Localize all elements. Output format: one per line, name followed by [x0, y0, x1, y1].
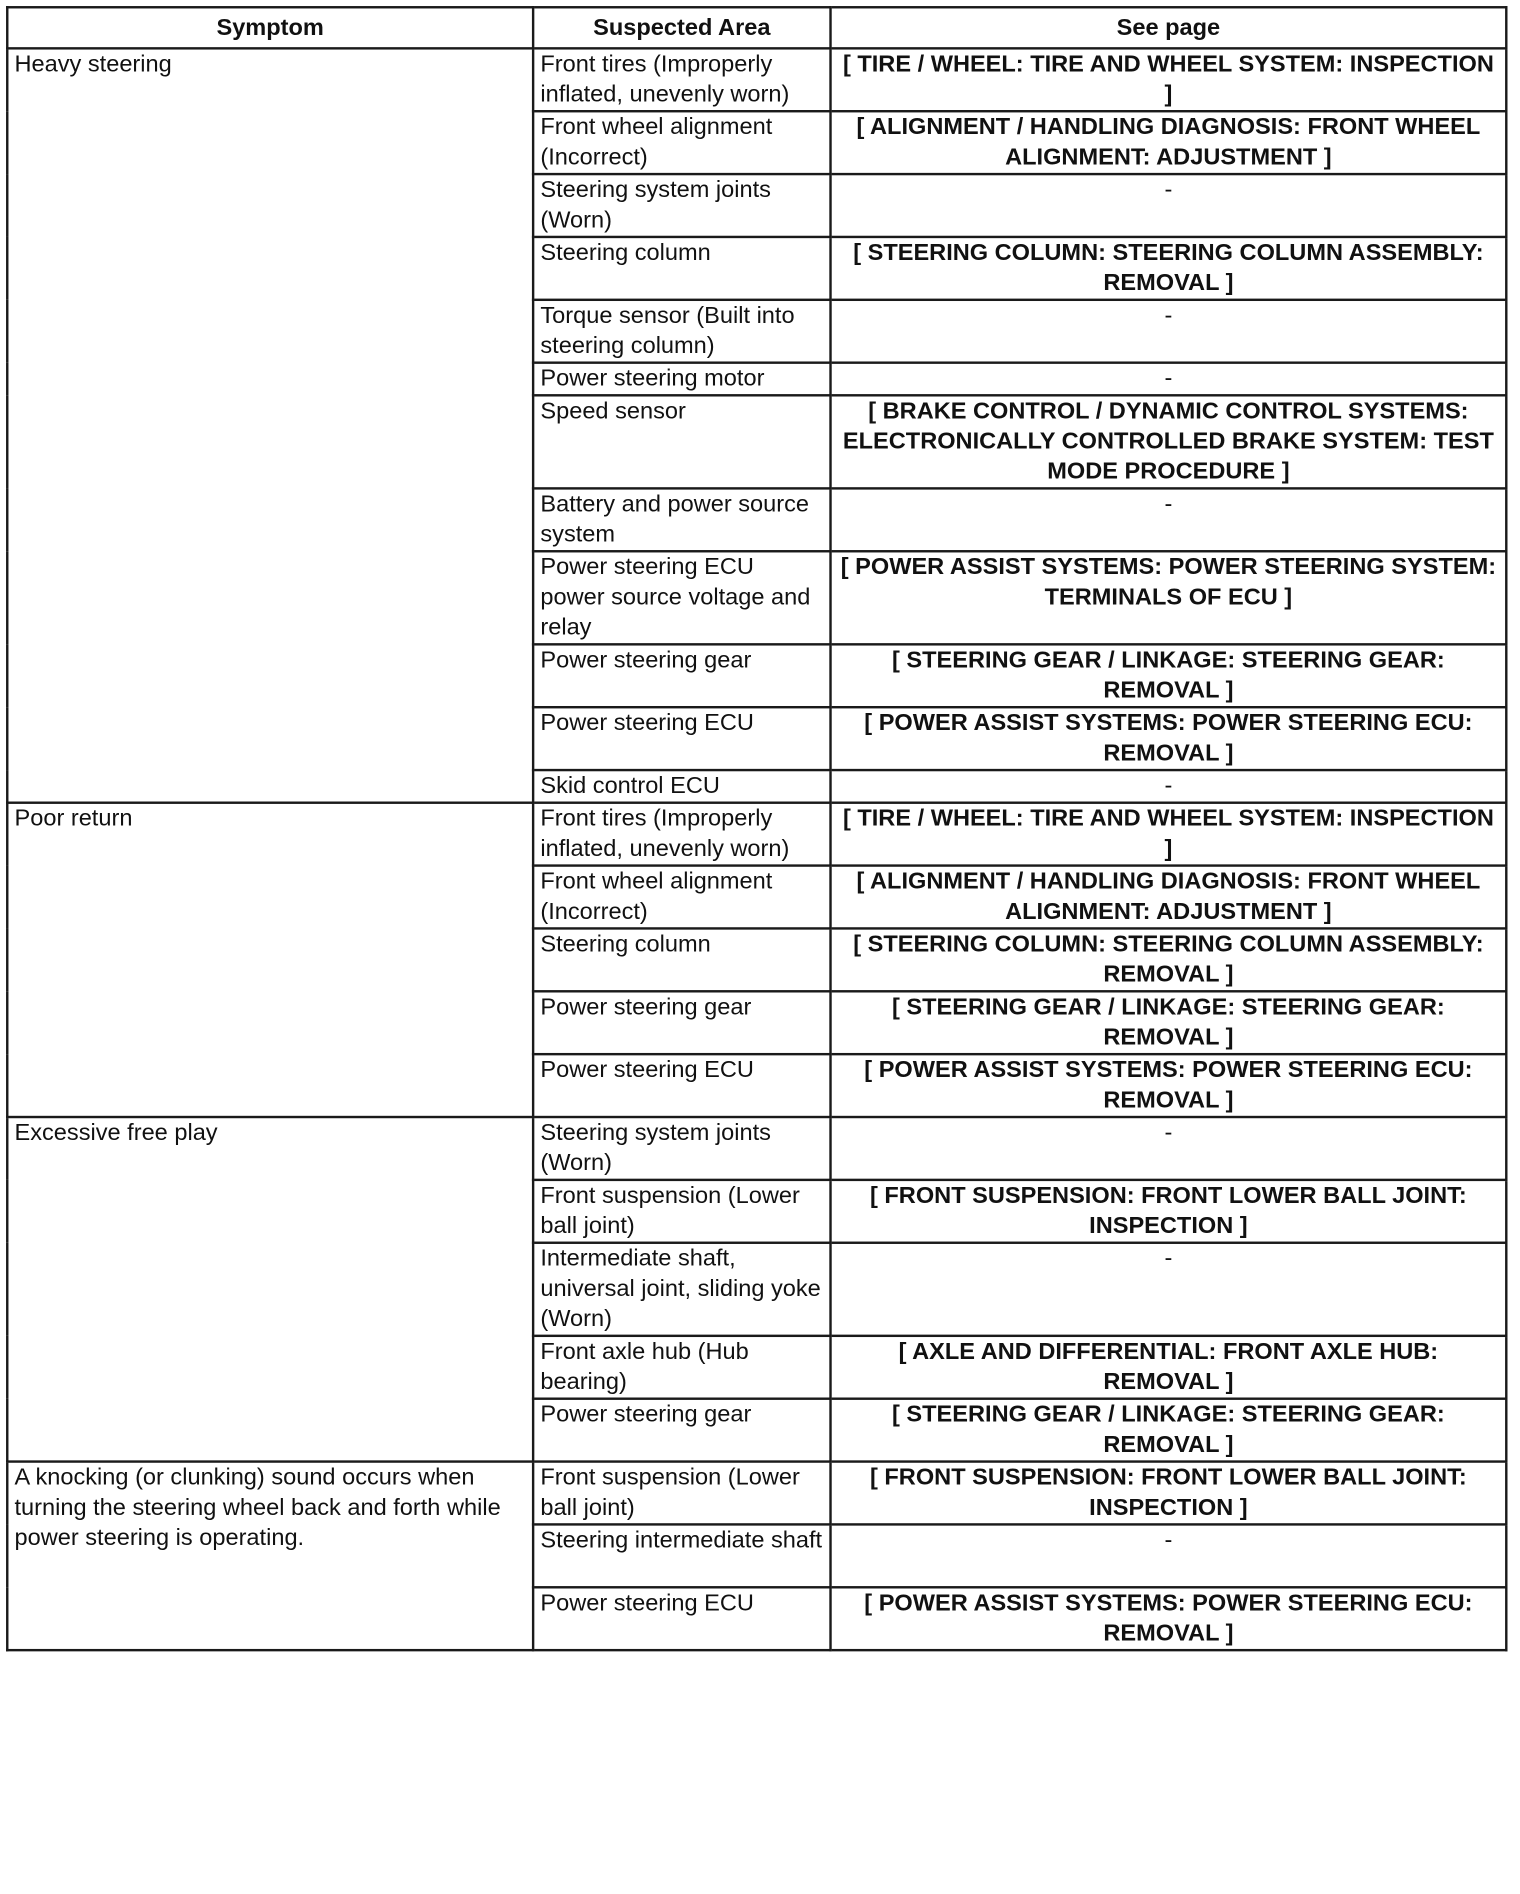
- suspected-area-cell: Power steering ECU: [533, 1587, 830, 1650]
- see-page-cell: [ TIRE / WHEEL: TIRE AND WHEEL SYSTEM: INSPECTION ]: [831, 48, 1507, 111]
- see-page-cell: -: [831, 1524, 1507, 1587]
- symptom-cell: Heavy steering: [7, 48, 533, 802]
- suspected-area-cell: Steering column: [533, 928, 830, 991]
- see-page-cell: [ STEERING COLUMN: STEERING COLUMN ASSEMBLY: REMOVAL ]: [831, 928, 1507, 991]
- see-page-cell: [ FRONT SUSPENSION: FRONT LOWER BALL JOINT: INSPECTION ]: [831, 1462, 1507, 1525]
- diagnosis-table: [6, 6, 1507, 1651]
- suspected-area-cell: Power steering motor: [533, 363, 830, 396]
- suspected-area-cell: Steering system joints (Worn): [533, 174, 830, 237]
- see-page-cell: [ STEERING COLUMN: STEERING COLUMN ASSEMBLY: REMOVAL ]: [831, 237, 1507, 300]
- suspected-area-cell: Speed sensor: [533, 395, 830, 488]
- suspected-area-cell: Front tires (Improperly inflated, unevenly worn): [533, 803, 830, 866]
- suspected-area-cell: Steering intermediate shaft: [533, 1524, 830, 1587]
- table-row: [7, 48, 1506, 111]
- see-page-cell: -: [831, 1117, 1507, 1180]
- see-page-cell: [ STEERING GEAR / LINKAGE: STEERING GEAR: REMOVAL ]: [831, 1399, 1507, 1462]
- suspected-area-cell: Steering system joints (Worn): [533, 1117, 830, 1180]
- see-page-cell: [ STEERING GEAR / LINKAGE: STEERING GEAR: REMOVAL ]: [831, 644, 1507, 707]
- suspected-area-cell: Power steering gear: [533, 644, 830, 707]
- suspected-area-cell: Power steering ECU: [533, 707, 830, 770]
- suspected-area-cell: Battery and power source system: [533, 488, 830, 551]
- suspected-area-cell: Power steering gear: [533, 991, 830, 1054]
- see-page-cell: [ POWER ASSIST SYSTEMS: POWER STEERING ECU: REMOVAL ]: [831, 707, 1507, 770]
- symptom-cell: Excessive free play: [7, 1117, 533, 1462]
- suspected-area-cell: Front suspension (Lower ball joint): [533, 1462, 830, 1525]
- table-row: [7, 1117, 1506, 1180]
- see-page-cell: -: [831, 363, 1507, 396]
- suspected-area-cell: Front wheel alignment (Incorrect): [533, 111, 830, 174]
- see-page-cell: -: [831, 1243, 1507, 1336]
- see-page-cell: [ STEERING GEAR / LINKAGE: STEERING GEAR: REMOVAL ]: [831, 991, 1507, 1054]
- see-page-cell: [ POWER ASSIST SYSTEMS: POWER STEERING ECU: REMOVAL ]: [831, 1054, 1507, 1117]
- suspected-area-cell: Front suspension (Lower ball joint): [533, 1180, 830, 1243]
- suspected-area-cell: Skid control ECU: [533, 770, 830, 803]
- suspected-area-cell: Front wheel alignment (Incorrect): [533, 866, 830, 929]
- see-page-cell: [ POWER ASSIST SYSTEMS: POWER STEERING SYSTEM: TERMINALS OF ECU ]: [831, 551, 1507, 644]
- see-page-cell: [ ALIGNMENT / HANDLING DIAGNOSIS: FRONT WHEEL ALIGNMENT: ADJUSTMENT ]: [831, 866, 1507, 929]
- header-symptom: Symptom: [7, 7, 533, 48]
- see-page-cell: -: [831, 770, 1507, 803]
- suspected-area-cell: Power steering gear: [533, 1399, 830, 1462]
- suspected-area-cell: Intermediate shaft, universal joint, sliding yoke (Worn): [533, 1243, 830, 1336]
- see-page-cell: [ TIRE / WHEEL: TIRE AND WHEEL SYSTEM: INSPECTION ]: [831, 803, 1507, 866]
- see-page-cell: [ FRONT SUSPENSION: FRONT LOWER BALL JOINT: INSPECTION ]: [831, 1180, 1507, 1243]
- see-page-cell: -: [831, 174, 1507, 237]
- suspected-area-cell: Torque sensor (Built into steering column): [533, 300, 830, 363]
- suspected-area-cell: Power steering ECU power source voltage and relay: [533, 551, 830, 644]
- suspected-area-cell: Front axle hub (Hub bearing): [533, 1336, 830, 1399]
- suspected-area-cell: Steering column: [533, 237, 830, 300]
- header-row: [7, 7, 1506, 48]
- table-row: [7, 1462, 1506, 1525]
- header-suspected-area: Suspected Area: [533, 7, 830, 48]
- table-row: [7, 803, 1506, 866]
- suspected-area-cell: Front tires (Improperly inflated, unevenly worn): [533, 48, 830, 111]
- suspected-area-cell: Power steering ECU: [533, 1054, 830, 1117]
- see-page-cell: [ ALIGNMENT / HANDLING DIAGNOSIS: FRONT WHEEL ALIGNMENT: ADJUSTMENT ]: [831, 111, 1507, 174]
- symptom-cell: A knocking (or clunking) sound occurs when turning the steering wheel back and forth while power steering is operating.: [7, 1462, 533, 1651]
- symptom-cell: Poor return: [7, 803, 533, 1117]
- see-page-cell: [ POWER ASSIST SYSTEMS: POWER STEERING ECU: REMOVAL ]: [831, 1587, 1507, 1650]
- see-page-cell: [ BRAKE CONTROL / DYNAMIC CONTROL SYSTEMS: ELECTRONICALLY CONTROLLED BRAKE SYSTEM: TEST MODE PROCEDURE ]: [831, 395, 1507, 488]
- see-page-cell: -: [831, 488, 1507, 551]
- see-page-cell: -: [831, 300, 1507, 363]
- see-page-cell: [ AXLE AND DIFFERENTIAL: FRONT AXLE HUB: REMOVAL ]: [831, 1336, 1507, 1399]
- header-see-page: See page: [831, 7, 1507, 48]
